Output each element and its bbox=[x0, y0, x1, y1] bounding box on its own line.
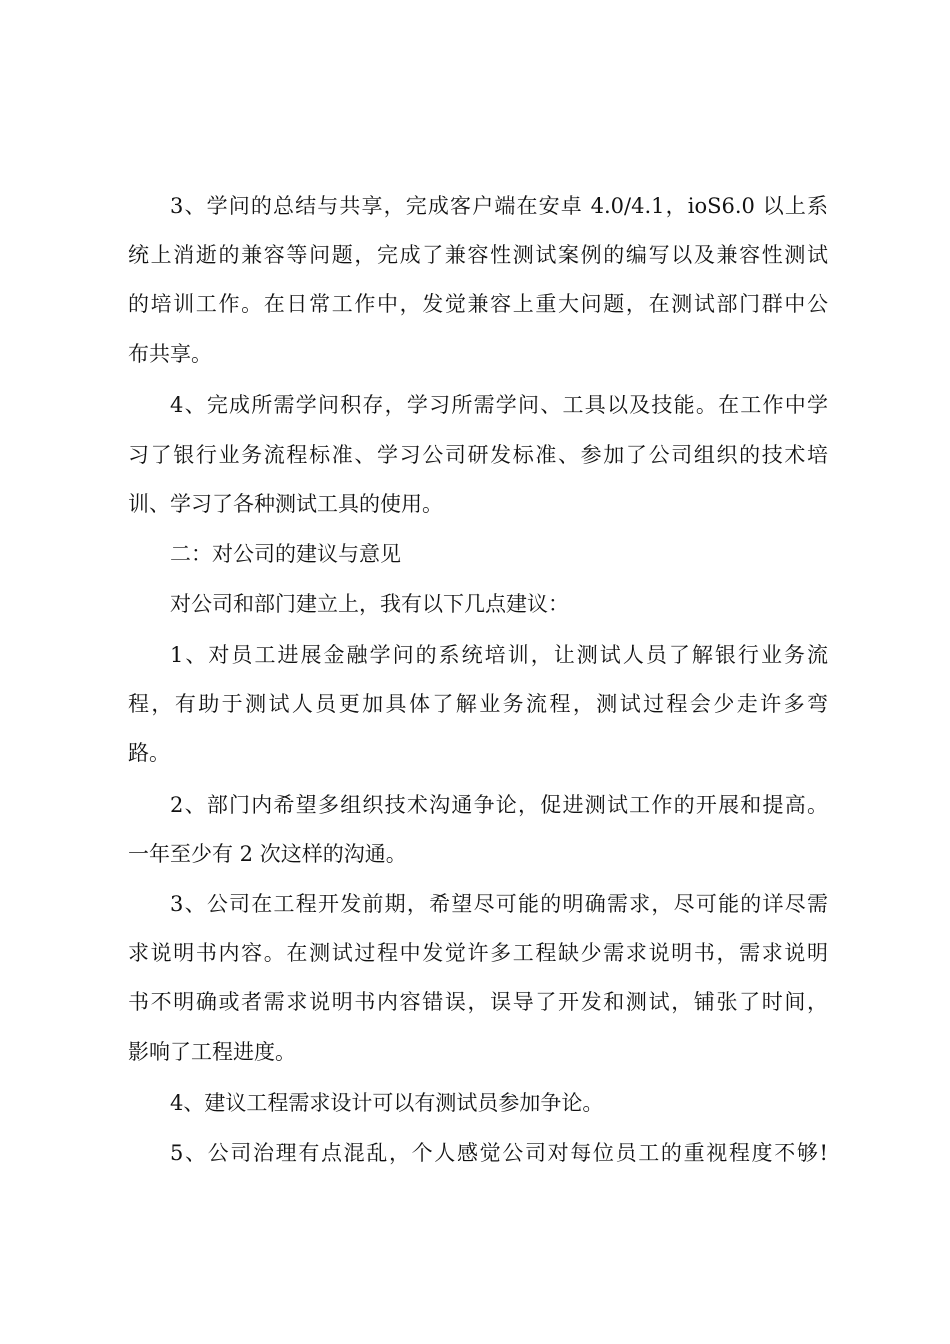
paragraph-line: 训、学习了各种测试工具的使用。 bbox=[128, 492, 443, 516]
suggestion-line: 程，有助于测试人员更加具体了解业务流程，测试过程会少走许多弯 bbox=[128, 692, 828, 716]
section-heading: 二：对公司的建议与意见 bbox=[170, 542, 401, 566]
suggestion-line: 3、公司在工程开发前期，希望尽可能的明确需求，尽可能的详尽需 bbox=[170, 892, 828, 916]
paragraph-line: 的培训工作。在日常工作中，发觉兼容上重大问题，在测试部门群中公 bbox=[128, 292, 828, 316]
paragraph-line: 习了银行业务流程标准、学习公司研发标准、参加了公司组织的技术培 bbox=[128, 443, 828, 467]
suggestion-line: 1、对员工进展金融学问的系统培训，让测试人员了解银行业务流 bbox=[170, 643, 828, 667]
paragraph-line: 4、完成所需学问积存，学习所需学问、工具以及技能。在工作中学 bbox=[170, 393, 828, 417]
suggestion-line: 求说明书内容。在测试过程中发觉许多工程缺少需求说明书，需求说明 bbox=[128, 941, 828, 965]
paragraph-line: 3、学问的总结与共享，完成客户端在安卓 4.0/4.1，ioS6.0 以上系 bbox=[170, 194, 828, 218]
suggestion-line: 路。 bbox=[128, 741, 170, 765]
suggestion-line: 4、建议工程需求设计可以有测试员参加争论。 bbox=[170, 1091, 604, 1115]
paragraph-line: 布共享。 bbox=[128, 342, 212, 366]
suggestion-line: 影响了工程进度。 bbox=[128, 1040, 296, 1064]
suggestion-line: 2、部门内希望多组织技术沟通争论，促进测试工作的开展和提高。 bbox=[170, 793, 828, 817]
suggestion-line: 一年至少有 2 次这样的沟通。 bbox=[128, 842, 407, 866]
paragraph-line: 统上消逝的兼容等问题，完成了兼容性测试案例的编写以及兼容性测试 bbox=[128, 243, 828, 267]
suggestion-line: 5、公司治理有点混乱，个人感觉公司对每位员工的重视程度不够! bbox=[170, 1141, 828, 1165]
suggestion-line: 书不明确或者需求说明书内容错误，误导了开发和测试，铺张了时间， bbox=[128, 990, 828, 1014]
suggestions-intro: 对公司和部门建立上，我有以下几点建议： bbox=[170, 592, 569, 616]
